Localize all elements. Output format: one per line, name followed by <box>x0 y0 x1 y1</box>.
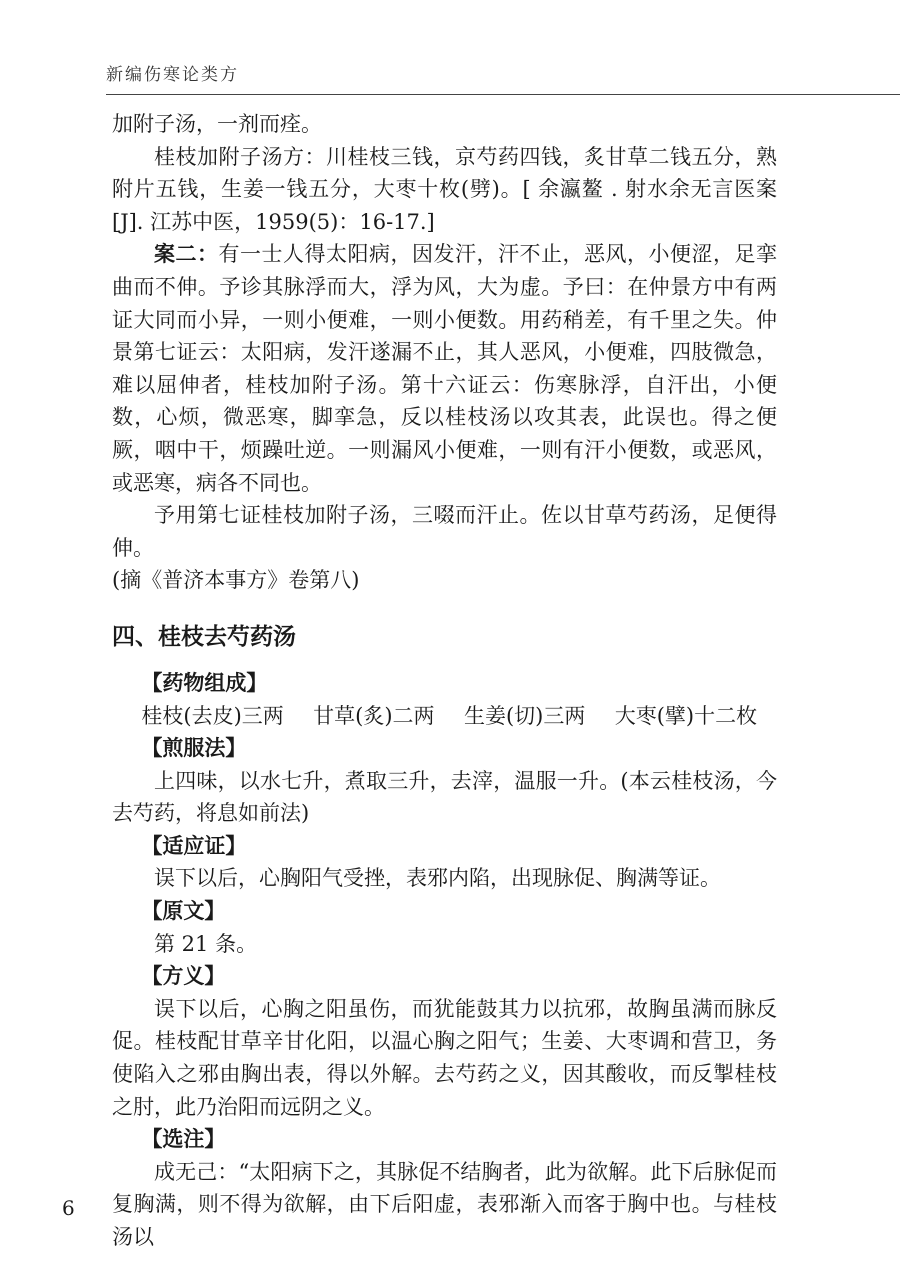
subheading-selected-notes: 【选注】 <box>141 1127 226 1152</box>
paragraph: 上四味，以水七升，煮取三升，去滓，温服一升。(本云桂枝汤，今去芍药，将息如前法) <box>112 768 777 826</box>
case-paragraph <box>112 238 777 499</box>
paragraph: 第 21 条。 <box>154 931 258 956</box>
subheading-composition: 【药物组成】 <box>141 670 268 695</box>
paragraph: 加附子汤，一剂而痊。 <box>112 112 322 136</box>
ingredient-list <box>112 700 777 733</box>
subheading-formula-meaning: 【方义】 <box>141 964 226 989</box>
paragraph: 成无己：“太阳病下之，其脉促不结胸者，此为欲解。此下后脉促而复胸满，则不得为欲解，由下后阳虚，表邪渐入而客于胸中也。与桂枝汤以 <box>112 1159 777 1249</box>
subheading-original-text: 【原文】 <box>141 899 226 924</box>
header-rule <box>106 94 900 95</box>
ingredient: 桂枝(去皮)三两 <box>141 703 284 728</box>
paragraph: 误下以后，心胸阳气受挫，表邪内陷，出现脉促、胸满等证。 <box>154 866 721 891</box>
subheading-indications: 【适应证】 <box>141 833 247 858</box>
subheading-preparation: 【煎服法】 <box>141 736 247 761</box>
case-text: 有一士人得太阳病，因发汗，汗不止，恶风，小便涩，足挛曲而不伸。予诊其脉浮而大，浮为风，大为虚。予曰：在仲景方中有两证大同而小异，一则小便难，一则小便数。用药稍差，有千里之失。仲景第七证云：太阳病，发汗遂漏不止，其人恶风，小便难，四肢微急，难以屈伸者，桂枝加附子汤。第十六证云：伤寒脉浮，自汗出，小便数，心烦，微恶寒，脚挛急，反以桂枝汤以攻其表，此误也。得之便厥，咽中干，烦躁吐逆。一则漏风小便难，一则有汗小便数，或恶风，或恶寒，病各不同也。 <box>112 242 777 495</box>
page-body <box>112 108 777 1254</box>
ingredient: 甘草(炙)二两 <box>313 703 435 728</box>
case-label: 案二： <box>154 242 219 267</box>
paragraph: 误下以后，心胸之阳虽伤，而犹能鼓其力以抗邪，故胸虽满而脉反促。桂枝配甘草辛甘化阳，以温心胸之阳气；生姜、大枣调和营卫，务使陷入之邪由胸出表，得以外解。去芍药之义，因其酸收，而反掣桂枝之肘，此乃治阳而远阴之义。 <box>112 996 777 1119</box>
running-header: 新编伤寒论类方 <box>106 65 239 85</box>
paragraph: 桂枝加附子汤方：川桂枝三钱，京芍药四钱，炙甘草二钱五分，熟附片五钱，生姜一钱五分，大枣十枚(劈)。[ 余瀛鳌 . 射水余无言医案 [J]. 江苏中医，1959(5)：16-17.] <box>112 144 777 234</box>
section-title: 四、桂枝去芍药汤 <box>112 623 296 650</box>
ingredient: 生姜(切)三两 <box>463 703 586 728</box>
ingredient: 大枣(擘)十二枚 <box>614 703 758 728</box>
paragraph: 予用第七证桂枝加附子汤，三啜而汗止。佐以甘草芍药汤，足便得伸。 <box>112 503 777 560</box>
page-number: 6 <box>62 1196 75 1220</box>
citation: (摘《普济本事方》卷第八) <box>112 568 360 593</box>
